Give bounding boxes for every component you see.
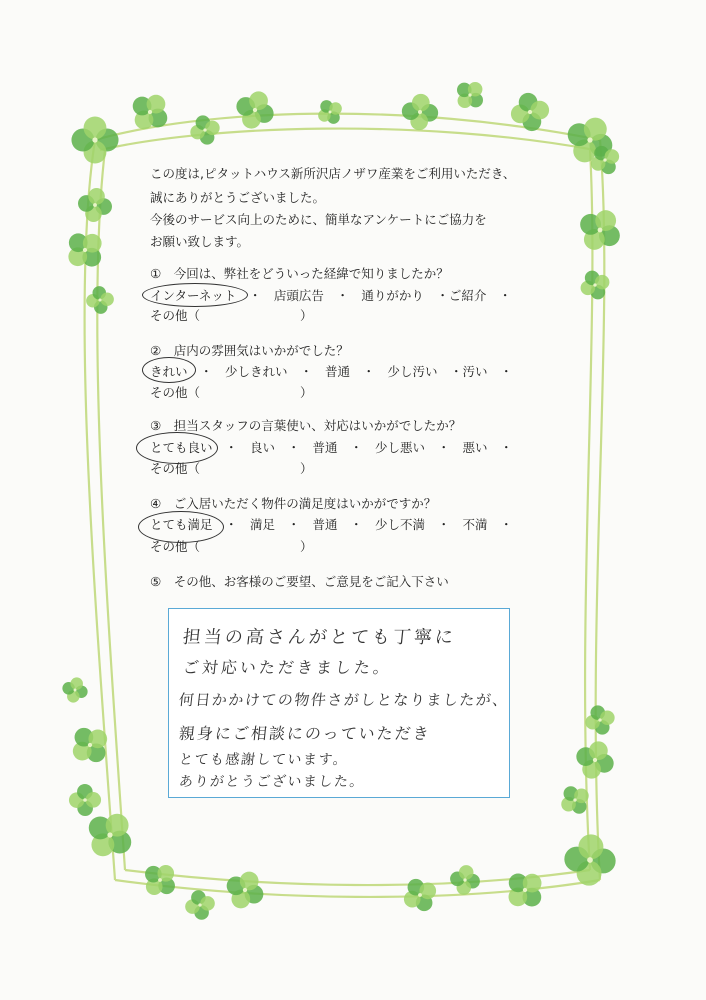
clover-icon [318,100,342,124]
answer-circle-mark [142,357,196,383]
clover-icon [404,879,436,911]
clover-icon [402,94,438,130]
clover-icon [73,728,107,762]
clover-icon [68,233,101,266]
answer-circle-mark [136,432,218,464]
clover-icon [509,874,542,907]
question-1-options: インターネット ・ 店頭広告 ・ 通りがかり ・ご紹介 ・ [150,288,512,303]
clover-icon [585,705,614,734]
clover-icon [591,146,619,174]
question-1-title: ① 今回は、弊社をどういった経緯で知りましたか？ [150,266,449,281]
question-2-other: その他（ ） [150,385,313,400]
clover-icon [78,188,112,222]
clover-icon [564,834,615,885]
handwritten-line-3: 何日かかけての物件さがしとなりましたが、 [178,691,510,709]
intro-line-1: この度は,ピタットハウス新所沢店ノザワ産業をご利用いただき、 [150,166,516,181]
comment-box [168,608,510,798]
handwritten-line-4: 親身にご相談にのっていただき [177,724,432,743]
question-3-options: とても良い ・ 良い ・ 普通 ・ 少し悪い ・ 悪い ・ [150,440,513,455]
question-4-options: とても満足 ・ 満足 ・ 普通 ・ 少し不満 ・ 不満 ・ [150,517,513,532]
question-1-other: その他（ ） [150,308,313,323]
question-2-options: きれい ・ 少しきれい ・ 普通 ・ 少し汚い ・汚い ・ [150,364,513,379]
intro-line-4: お願い致します。 [150,234,250,249]
clover-icon [185,890,215,920]
handwritten-line-5: とても感謝しています。 [178,752,350,768]
question-2-title: ② 店内の雰囲気はいかがでした？ [150,343,349,358]
clover-icon [69,784,101,816]
question-4-other: その他（ ） [150,539,313,554]
answer-circle-mark [138,511,224,543]
question-3-other: その他（ ） [150,461,313,476]
question-3-title: ③ 担当スタッフの言葉使い、対応はいかがでしたか？ [150,418,462,433]
question-4-title: ④ ご入居いただく物件の満足度はいかがですか？ [150,496,437,511]
clover-icon [71,116,118,163]
question-5-title: ⑤ その他、お客様のご要望、ご意見をご記入下さい [150,574,449,589]
intro-line-3: 今後のサービス向上のために、簡単なアンケートにご協力を [150,212,487,227]
clover-icon [89,814,131,856]
clover-icon [450,865,480,895]
clover-icon [62,677,87,702]
handwritten-line-6: ありがとうございました。 [178,774,366,790]
clover-icon [145,865,175,895]
clover-icon [576,741,613,778]
clover-icon [86,286,114,314]
handwritten-line-1: 担当の高さんがとても丁寧に [181,627,457,648]
clover-icon [580,210,620,250]
answer-circle-mark [142,283,248,307]
handwritten-line-2: ご対応いただきました。 [181,658,393,677]
clover-icon [133,95,168,130]
clover-icon [561,786,588,813]
clover-icon [457,82,483,108]
intro-line-2: 誠にありがとうございました。 [150,190,326,205]
clover-icon [227,872,264,909]
clover-icon [236,91,273,128]
